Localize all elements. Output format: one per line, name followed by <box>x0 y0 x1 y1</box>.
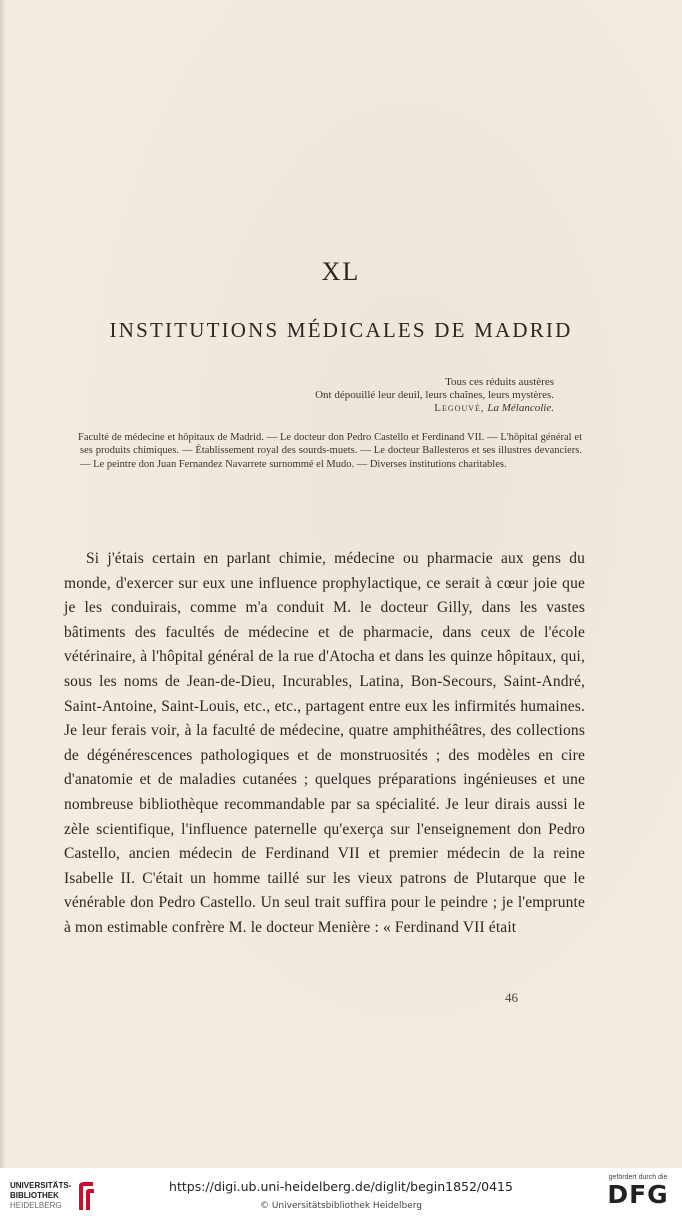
library-name-line-2: BIBLIOTHEK <box>10 1191 59 1200</box>
body-paragraph: Si j'étais certain en parlant chimie, médecine ou pharmacie aux gens du monde, d'exercer sur eux une influence prophylactique, ce serait à cœur joie que je les conduirais, comme m'a conduit M. le docteur Gilly, dans les vastes bâtiments des facultés de médecine et de pharmacie, dans ceux de l'école vétérinaire, à l'hôpital général de la rue d'Atocha et dans les quinze hôpitaux, qui, sous les noms de Jean-de-Dieu, Incurables, Latina, Bon-Secours, Saint-André, Saint-Antoine, Saint-Louis, etc., etc., partagent entre eux les infirmités humaines. Je leur ferais voir, à la faculté de médecine, quatre amphithéâtres, des collections de dégénérescences pathologiques et de monstruosités ; des modèles en cire d'anatomie et de maladies cutanées ; quelques préparations ingénieuses et une nombreuse bibliothèque recommandable par sa spécialité. Je leur dirais aussi le zèle scientifique, l'influence paternelle qu'exerça sur l'enseignement don Pedro Castello, ancien médecin de Ferdinand VII et premier médecin de la reine Isabelle II. C'était un homme taillé sur les vieux patrons de Plutarque que le vénérable don Pedro Castello. Un seul trait suffira pour le peindre ; je l'emprunte à mon estimable confrère M. le docteur Menière : « Ferdinand VII était <box>64 550 585 936</box>
chapter-title: INSTITUTIONS MÉDICALES DE MADRID <box>109 318 573 342</box>
page-number: 46 <box>505 990 518 1005</box>
chapter-summary <box>63 431 582 471</box>
epigraph-author: Legouvé, <box>434 402 485 414</box>
epigraph <box>315 376 554 415</box>
funder-note: gefördert durch die <box>608 1174 668 1181</box>
library-name-line-1: UNIVERSITÄTS- <box>10 1181 72 1190</box>
viewer-footer <box>0 1168 682 1219</box>
summary-text: Faculté de médecine et hôpitaux de Madrid. — Le docteur don Pedro Castello et Ferdinand VII. — L'hôpital général et ses produits chimiques. — Établissement royal des sourds-muets. — Le docteur Ballesteros et ses illustres devanciers. — Le peintre don Juan Fernandez Navarrete surnommé el Mudo. — Diverses institutions charitables. <box>78 432 582 470</box>
epigraph-line-1: Tous ces réduits austères <box>445 376 554 388</box>
dfg-logo: DFG <box>607 1180 669 1209</box>
permalink-url[interactable]: https://digi.ub.uni-heidelberg.de/diglit/begin1852/0415 <box>169 1179 513 1194</box>
dfg-funder-badge[interactable] <box>606 1174 670 1209</box>
epigraph-attribution <box>315 402 554 415</box>
body-text <box>64 547 585 941</box>
library-name-line-3: HEIDELBERG <box>10 1201 62 1210</box>
epigraph-work: La Mélancolie. <box>487 402 554 414</box>
page-edge-shadow <box>0 0 6 1168</box>
copyright-notice: © Universitätsbibliothek Heidelberg <box>259 1201 422 1211</box>
chapter-number: XL <box>321 257 361 286</box>
epigraph-line-2: Ont dépouillé leur deuil, leurs chaînes, leurs mystères. <box>315 389 554 401</box>
